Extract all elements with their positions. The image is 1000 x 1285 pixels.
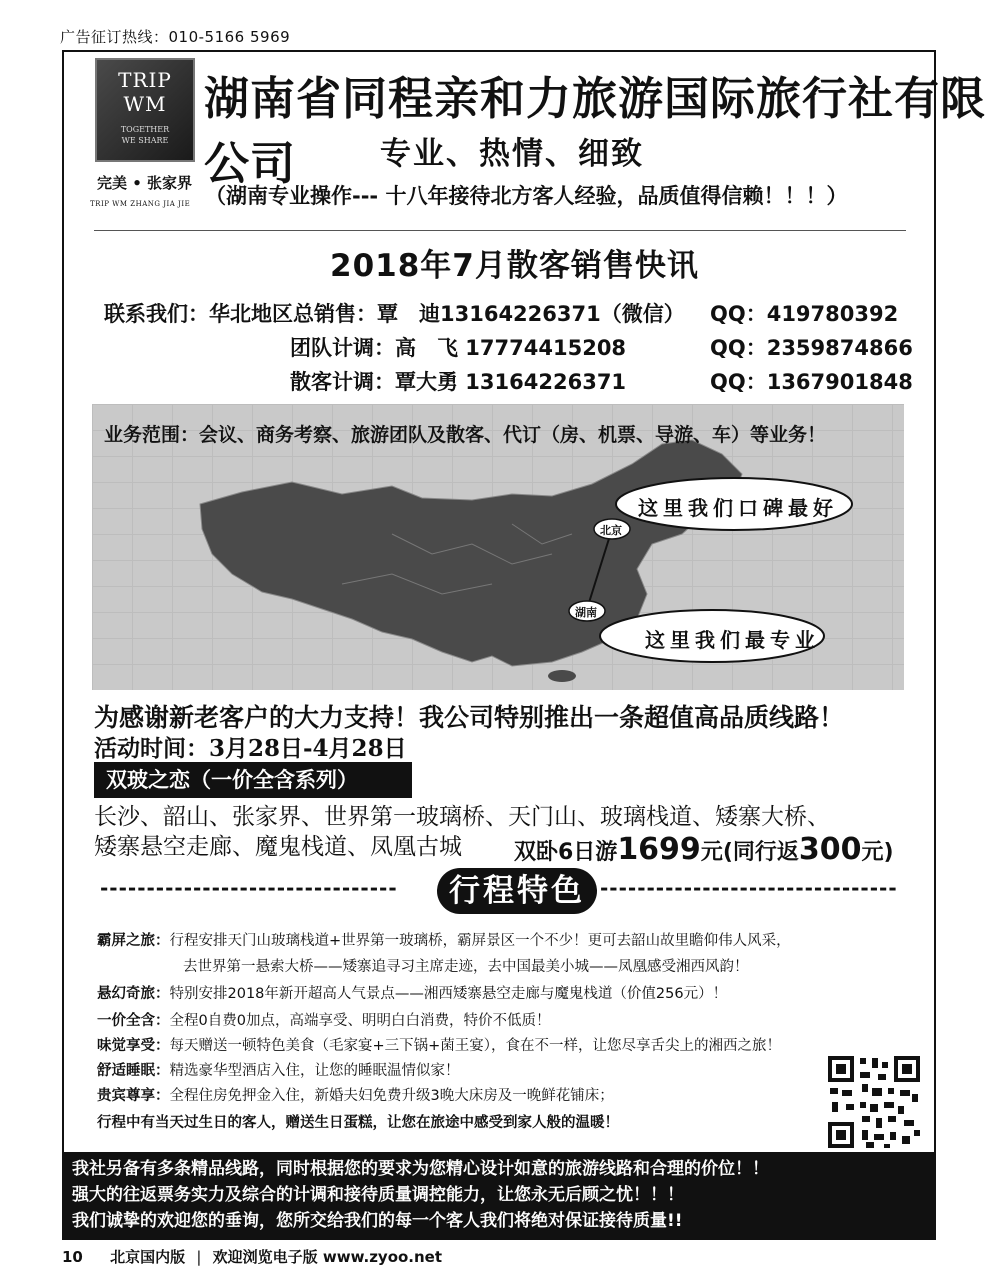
feature-item: 舒适睡眠：精选豪华型酒店入住，让您的睡眠温情似家！: [97, 1063, 460, 1079]
closing-line-2: 强大的往返票务实力及综合的计调和接待质量调控能力，让您永无后顾之忧！！！: [72, 1185, 684, 1205]
website-link[interactable]: 欢迎浏览电子版 www.zyoo.net: [212, 1248, 443, 1266]
route-name-badge: 双玻之恋（一价全含系列）: [94, 762, 412, 798]
divider: [94, 230, 906, 231]
closing-band: [62, 1152, 936, 1240]
price-middle: 元(同行返: [700, 840, 799, 865]
logo-text-2: WM: [123, 92, 167, 116]
qr-code-icon: [826, 1054, 922, 1150]
feature-item: 味觉享受：每天赠送一顿特色美食（毛家宴+三下锅+菌王宴），食在不一样，让您尽享舌尖上的湘西之旅！: [97, 1038, 782, 1054]
label-beijing: 北京: [600, 524, 622, 537]
hainan-island: [548, 670, 576, 682]
feature-item: 去世界第一悬索大桥——矮寨追寻习主席走迹，去中国最美小城——凤凰感受湘西风韵！: [183, 959, 749, 975]
contact-sales: 联系我们：华北地区总销售：覃 迪13164226371（微信）: [104, 302, 685, 326]
feature-item: 贵宾尊享：全程住房免押金入住，新婚夫妇免费升级3晚大床房及一晚鲜花铺床；: [97, 1088, 614, 1104]
price-prefix: 双卧6日游: [514, 840, 618, 865]
contact-individual: 散客计调：覃大勇 13164226371: [290, 370, 627, 394]
route-stops-line-1: 长沙、韶山、张家界、世界第一玻璃桥、天门山、玻璃栈道、矮寨大桥、: [94, 804, 830, 830]
price-rebate: 300: [798, 832, 862, 867]
contact-group: 团队计调：高 飞 17774415208: [290, 336, 627, 360]
route-price: [514, 832, 894, 867]
bubble-reputation: 这里我们口碑最好: [638, 496, 838, 520]
promo-thanks: 为感谢新老客户的大力支持！我公司特别推出一条超值高品质线路！: [94, 703, 845, 732]
news-title: 2018年7月散客销售快讯: [330, 248, 699, 284]
logo-text-3: TOGETHER: [120, 125, 170, 134]
contact-sales-qq: QQ：419780392: [710, 302, 899, 326]
ad-hotline: 广告征订热线：010-5166 5969: [60, 28, 291, 46]
closing-line-3: 我们诚挚的欢迎您的垂询，您所交给我们的每一个客人我们将绝对保证接待质量!!: [72, 1211, 683, 1231]
contact-group-qq: QQ：2359874866: [710, 336, 913, 360]
feature-item: 行程中有当天过生日的客人，赠送生日蛋糕，让您在旅途中感受到家人般的温暖！: [97, 1115, 619, 1131]
features-title: 行程特色: [437, 868, 597, 914]
company-logo: [95, 58, 195, 162]
feature-item: 悬幻奇旅：特别安排2018年新开超高人气景点——湘西矮寨悬空走廊与魔鬼栈道（价值256元）！: [97, 986, 728, 1002]
company-name: 湖南省同程亲和力旅游国际旅行社有限公司: [204, 72, 987, 190]
feature-item: 一价全含：全程0自费0加点，高端享受、明明白白消费，特价不低质！: [97, 1013, 551, 1029]
edition-label: 北京国内版: [110, 1248, 186, 1266]
qr-code[interactable]: [826, 1054, 922, 1150]
company-slogan: 专业、热情、细致: [380, 136, 644, 172]
logo-caption-cn: 完美 • 张家界: [97, 174, 193, 192]
company-tagline: （湖南专业操作--- 十八年接待北方客人经验，品质值得信赖！！！）: [205, 184, 848, 208]
business-scope: 业务范围：会议、商务考察、旅游团队及散客、代订（房、机票、导游、车）等业务！: [104, 424, 827, 446]
page-number: 10: [62, 1248, 83, 1266]
page-footer: [62, 1246, 442, 1267]
label-hunan: 湖南: [575, 606, 597, 619]
price-suffix: 元): [861, 840, 894, 865]
price-amount: 1699: [617, 832, 701, 867]
dash-left: --------------------------------: [100, 876, 398, 900]
route-stops-line-2: 矮寨悬空走廊、魔鬼栈道、凤凰古城: [94, 834, 462, 860]
logo-text-4: WE SHARE: [121, 136, 169, 145]
bubble-professional: 这里我们最专业: [645, 628, 820, 652]
footer-separator: |: [196, 1248, 202, 1266]
feature-item: 霸屏之旅：行程安排天门山玻璃栈道+世界第一玻璃桥，霸屏景区一个不少！更可去韶山故里瞻仰伟人风采，: [97, 933, 791, 949]
dash-right: --------------------------------: [600, 876, 898, 900]
closing-line-1: 我社另备有多条精品线路，同时根据您的要求为您精心设计如意的旅游线路和合理的价位！！: [72, 1159, 769, 1179]
logo-text-1: TRIP: [118, 68, 172, 92]
promo-period: 活动时间：3月28日-4月28日: [94, 735, 407, 762]
logo-caption-en: TRIP WM ZHANG JIA JIE: [90, 200, 191, 208]
contact-individual-qq: QQ：1367901848: [710, 370, 913, 394]
